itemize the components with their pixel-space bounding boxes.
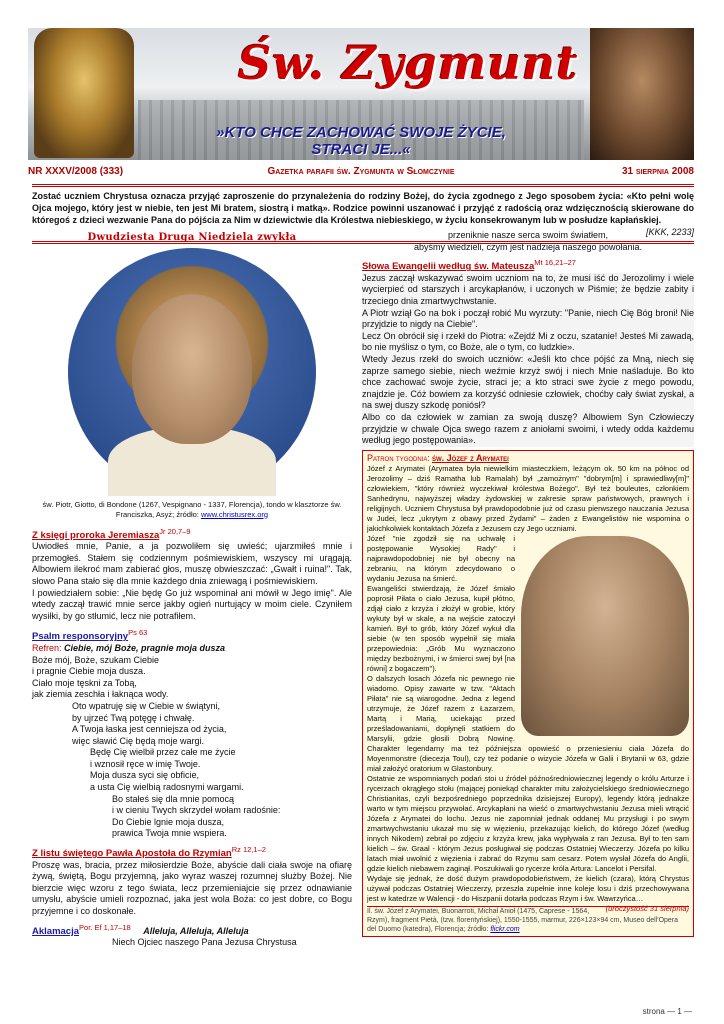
patron-p6-text: Wydaje się jednak, że dość dużym prawdopodobieństwem, że kielich (czara), którą Chrystus używał podczas Ostatniej Wieczerzy, przeszła zupełnie inne koleje losu i dziś przechowywana jest w katedrze w Walencji - do Hiszpanii dotarła podczas Rzym i św. Wawrzyńca… bbox=[367, 873, 689, 903]
joseph-of-arimathea-sculpture-image bbox=[521, 536, 689, 736]
intro-text: Zostać uczniem Chrystusa oznacza przyjąć zaproszenie do przynależenia do rodziny Bożej, do życia zgodnego z Jego sposobem życia: «Kto pełni wolę Ojca mojego, który jest w niebie, ten jest Mi bratem, siostrą i matką». Rodzice powinni uszanować i przyjąć z radością oraz wdzięcznością skierowane do któregoś z dzieci wezwanie Pana do pójścia za Nim w dziewictwie dla Królestwa niebieskiego, w życiu konsekrowanym lub w posłudze kapłańskiej. bbox=[32, 191, 694, 225]
reading1-title: Z księgi proroka Jeremiasza bbox=[32, 529, 160, 541]
issue-date: 31 sierpnia 2008 bbox=[622, 166, 694, 177]
gospel-title: Słowa Ewangelii według św. Mateusza bbox=[362, 261, 535, 273]
patron-label: Patron tygodnia: bbox=[367, 452, 430, 463]
masthead-quote bbox=[148, 124, 574, 158]
patron-p1: Józef z Arymatei (Arymatea była niewielkim miasteczkiem, leżącym ok. 50 km na północ od Jerozolimy – dziś Ramatha lub Ramalah) był „zamożnym" "dobrym[m] i sprawiedliwy[m]" człowiekiem, "który również wyczekiwał królestwa Bożego". Był też bouleutes, członkiem Sanhedrynu, najwyższej władzy żydowskiej w zakresie spraw państwowych, prawnych i religijnych. Uczniem Chrystusa był prawdopodobnie już od czasu pierwszego nauczania Jezusa w Judei, lecz „ukrytym z obawy przed Żydami" – żaden z Ewangelistów nie wspomina o jakichkolwiek kontaktach Józefa z Jezusem czy Jego uczniami. bbox=[367, 463, 689, 533]
gospel-p5: Albo co da człowiek w zamian za swoją duszę? Albowiem Syn Człowieczy przyjdzie w chwale Ojca swego razem z aniołami swoimi, i wtedy odda każdemu według jego postępowania». bbox=[362, 411, 694, 446]
reading2-ref: Rz 12,1–2 bbox=[231, 845, 266, 855]
patron-heading bbox=[367, 453, 689, 464]
psalm-title: Psalm responsoryjny bbox=[32, 631, 129, 643]
patron-box bbox=[362, 450, 694, 937]
psalm-line: a usta Cię wielbią radosnymi wargami. bbox=[90, 782, 244, 793]
left-column bbox=[32, 230, 352, 949]
christ-face-image bbox=[590, 28, 694, 160]
reliquary-crown-image bbox=[34, 28, 134, 158]
reading2-text: Proszę was, bracia, przez miłosierdzie Boże, abyście dali ciała swoje na ofiarę żywą, świętą, Bogu przyjemną, jako wyraz waszej rozumnej służby Bożej. Nie bierzcie więc wzoru z tego świata, lecz przemieniajcie się przez odnawianie umysłu, abyście umieli rozpoznać, jaka jest wola Boża: co jest dobre, co Bogu przyjemne i co doskonałe. bbox=[32, 859, 352, 916]
aklamacja-heading bbox=[32, 922, 352, 938]
psalm-line: Boże mój, Boże, szukam Ciebie bbox=[32, 654, 160, 665]
acclamation-cont-1: przeniknie nasze serca swoim światłem, bbox=[447, 230, 609, 240]
sunday-title: Dwudziesta Druga Niedziela zwykła bbox=[87, 232, 297, 243]
patron-p6 bbox=[367, 873, 689, 913]
psalm-line: i w cieniu Twych skrzydeł wołam radośnie: bbox=[112, 805, 281, 816]
quote-line-2: STRACI JE...« bbox=[311, 141, 411, 158]
patron-p2: Józef "nie zgodził się na uchwałę i postępowanie Wysokiej Rady" i najprawdopodobniej nie był obecny na zebraniu, na którym zdecydowano o wydaniu Jezusa na śmierć. bbox=[367, 533, 515, 583]
image-caption bbox=[32, 500, 352, 520]
issue-number: NR XXXV/2008 (333) bbox=[28, 166, 124, 177]
acclamation-cont-2: abyśmy wiedzieli, czym jest nadzieja naszego powołania. bbox=[413, 241, 643, 252]
psalm-line: Ciało moje tęskni za Tobą, bbox=[32, 677, 137, 688]
masthead-logo: Św. Zygmunt bbox=[238, 36, 579, 90]
refren-line bbox=[32, 643, 352, 655]
gospel-p4: Wtedy Jezus rzekł do swoich uczniów: «Jeśli kto chce pójść za Mną, niech się zaprze samego siebie, niech weźmie krzyż swój i niech Mnie naśladuje. Bo kto chce zachować swoje życie, straci je; a kto straci swe życie z mego powodu, znajdzie je. Cóż bowiem za korzyść odniesie człowiek, choćby cały świat zyskał, a na swej duszy szkodę poniósł? bbox=[362, 353, 694, 411]
psalm-ref: Ps 63 bbox=[128, 628, 148, 638]
reading2-title: Z listu świętego Pawła Apostoła do Rzymian bbox=[32, 848, 232, 860]
aklamacja-ref: Por. Ef 1,17–18 bbox=[79, 922, 131, 932]
caption-text: św. Piotr, Giotto, di Bondone (1267, Vespignano - 1337, Florencja), tondo w klasztorze św. Franciszka, Asyż; źródło: bbox=[42, 499, 342, 519]
refren-text: Ciebie, mój Boże, pragnie moja dusza bbox=[64, 642, 226, 653]
psalm-line: Będę Cię wielbił przez całe me życie bbox=[90, 747, 236, 758]
reading1-text: Uwiodłeś mnie, Panie, a ja pozwoliłem się uwieść; ujarzmiłeś mnie i przemogłeś. Stałem się codziennym pośmiewiskiem, wszyscy mi urągają. Albowiem ilekroć mam zabierać głos, muszę obwieszczać: „Gwałt i ruina!". Tak, słowo Pana stało się dla mnie każdego dnia zniewagą i pośmiewiskiem. bbox=[32, 541, 352, 586]
gospel-p3: Lecz On obrócił się i rzekł do Piotra: «Zejdź Mi z oczu, szatanie! Jesteś Mi zawadą, bo nie myślisz o tym, co Boże, ale o tym, co ludzkie». bbox=[362, 330, 694, 353]
saint-peter-tondo-image bbox=[68, 248, 316, 496]
psalm-line: prawica Twoja mnie wspiera. bbox=[112, 828, 227, 839]
psalm-line: jak ziemia zeschła i łaknąca wody. bbox=[32, 689, 169, 700]
patron-name: św. Józef z Arymatei bbox=[432, 452, 509, 463]
caption-link[interactable]: www.christusrex.org bbox=[200, 509, 269, 519]
psalm-line: by ujrzeć Twą potęgę i chwałę. bbox=[72, 712, 195, 723]
gospel-heading bbox=[362, 257, 694, 273]
reading2-heading bbox=[32, 844, 352, 860]
psalm-lines bbox=[32, 655, 352, 841]
psalm-line: A Twoja łaska jest cenniejsza od życia, bbox=[72, 724, 227, 735]
reading1-ref: Jr 20,7–9 bbox=[159, 526, 191, 536]
face-shape bbox=[132, 294, 252, 444]
gospel-p2: A Piotr wziął Go na bok i począł robić Mu wyrzuty: "Panie, niech Cię Bóg broni! Nie przyjdzie to nigdy na Ciebie". bbox=[362, 307, 694, 330]
masthead bbox=[28, 28, 694, 160]
psalm-line: Moja dusza syci się obficie, bbox=[90, 770, 200, 781]
gazette-name: Gazetka parafii św. Zygmunta w Słomczynie bbox=[267, 166, 455, 177]
reading1-heading bbox=[32, 526, 352, 542]
psalm-line: więc sławić Cię będą moje wargi. bbox=[72, 735, 205, 746]
psalm-line: i wznosił ręce w imię Twoje. bbox=[90, 758, 201, 769]
right-column bbox=[362, 230, 694, 937]
patron-p5: Ostatnie ze wspomnianych podań stoi u źródeł późnośredniowiecznej legendy o królu Arturze i rycerzach okrągłego stołu (mającej poniekąd charakter mitu założycielskiego średniowiecznego Christianitas, czyli bezpośredniego poprzednika dzisiejszej Europy), legendy którą jednakże warto w tym miejscu przywołać. Arcykapłani na wieść o zmartwychwstaniu Jezusa mieli wtrącić Józefa z Arymatei do lochu. Jezus nie zapomniał jednak oddanej Mu przysługi i po swym zmartwychwstaniu ukazał mu się w więzieniu, przekazując kielich, do którego Józef (według innych Nikodem) zebrał po zdjęciu z krzyża krew, jaka wypływała z ran Jezusa. Był to ten sam kielich – św. Graal - którym Jezus posługiwał się podczas Ostatniej Wieczerzy. Józefa po kilku latach miał uwolnić z więzienia i zabrać do Rzymu sam cesarz. Potem wysłał Józefa do Anglii, gdzie kielich niebawem zaginął. Poszukiwali go rycerze króla Artura: Lancelot i Persifal. bbox=[367, 773, 689, 873]
aklamacja-text: Alleluja, Alleluja, Alleluja bbox=[143, 925, 249, 936]
quote-line-1: »KTO CHCE ZACHOWAĆ SWOJE ŻYCIE, bbox=[216, 124, 506, 141]
refren-label: Refren: bbox=[32, 642, 62, 653]
psalm-line: Do Ciebie lgnie moja dusza, bbox=[112, 816, 225, 827]
psalm-line: i pragnie Ciebie moja dusza. bbox=[32, 666, 146, 677]
patron-feast: (uroczystość 31 sierpnia) bbox=[605, 903, 689, 913]
psalm-line: Oto wpatruję się w Ciebie w świątyni, bbox=[72, 700, 221, 711]
gospel-p1: Jezus zaczął wskazywać swoim uczniom na to, że musi iść do Jerozolimy i wiele wycierpieć od starszych i arcykapłanów, i uczonych w Piśmie; że będzie zabity i trzeciego dnia zmartwychwstanie. bbox=[362, 272, 694, 306]
page-number: strona — 1 — bbox=[642, 1007, 692, 1016]
patron-p4: O dalszych losach Józefa nic pewnego nie wiadomo. Opisy zawarte w tzw. "Aktach Piłata" nie są wiarogodne. Jedna z legend utrzymuje, że Józef razem z Łazarzem, Martą i Marią, uciekając przed prześladowaniami, dopłynęli statkiem do Marsylii, gdzie głosili Dobrą Nowinę. Charakter legendarny ma też późniejsza opowieść o przeniesieniu ciała Józefa do Moyenmonstre (diecezja Toul), czy też podanie o wizycie Józefa w Galii i Brytanii w 63, gdzie miał założyć oratorium w Glastonbury. bbox=[367, 673, 689, 773]
reading1-text-2: I powiedziałem sobie: „Nie będę Go już wspominał ani mówił w Jego imię". Ale wtedy zaczął trawić mnie serce jakby ogień nurtujący w moim ciele. Czyniłem wysiłki, by go stłumić, lecz nie potrafiłem. bbox=[32, 587, 352, 621]
patron-p3: Ewangeliści stwierdzają, że Józef śmiało poprosił Piłata o ciało Jezusa, kupił płótno, zdjął ciało z krzyża i złożył w grobie, który wykuty był w skale, a na wejście zatoczył kamień. Był to grób, który Józef wykuł dla siebie (w ten sposób wypełnił się miała przepowiednia: „Grób Mu wyznaczono między bezbożnymi, i w śmierci swej był [na równi] z bogaczem"). bbox=[367, 583, 515, 673]
patron-caption-text: Il. św. Józef z Arymatei, Buonarroti, Michał Anioł (1475, Caprese - 1564, Rzym), fragment Pietà, (tzw. florentyńskiej), 1550-1555, marmur, 226×123×94 cm, Museo dell'Opera del Duomo (katedra), Florencja; źródło: bbox=[367, 907, 679, 933]
patron-caption-link[interactable]: flickr.com bbox=[490, 925, 520, 933]
aklamacja-title: Aklamacja bbox=[32, 925, 80, 937]
intro-source: [KKK, 2233] bbox=[645, 227, 694, 237]
aklamacja-line-2: Niech Ojciec naszego Pana Jezusa Chrystusa bbox=[112, 937, 297, 948]
psalm-heading bbox=[32, 627, 352, 643]
gospel-ref: Mt 16,21–27 bbox=[534, 258, 576, 268]
psalm-line: Bo stałeś się dla mnie pomocą bbox=[112, 793, 235, 804]
